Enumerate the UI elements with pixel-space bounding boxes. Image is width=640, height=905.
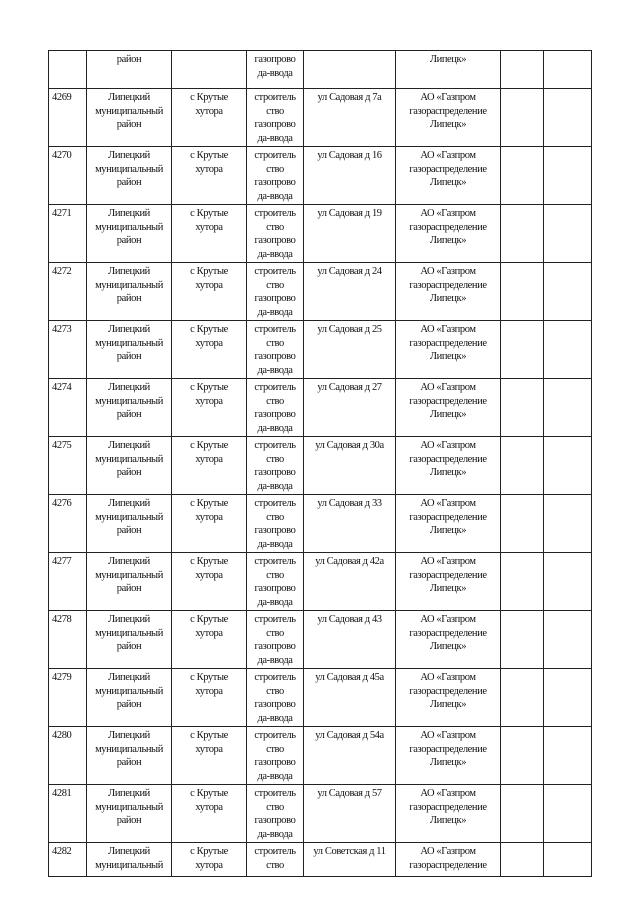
- cell-locality: [172, 51, 247, 89]
- cell-extra-2: [544, 785, 592, 843]
- cell-extra-2: [544, 263, 592, 321]
- cell-work: строитель ство газопрово да-ввода: [247, 785, 304, 843]
- cell-number: 4279: [49, 669, 87, 727]
- cell-extra-1: [501, 321, 544, 379]
- cell-address: ул Советская д 11: [304, 843, 396, 877]
- cell-extra-2: [544, 611, 592, 669]
- cell-address: ул Садовая д 33: [304, 495, 396, 553]
- cell-address: ул Садовая д 25: [304, 321, 396, 379]
- cell-locality: с Крутые хутора: [172, 147, 247, 205]
- cell-extra-1: [501, 147, 544, 205]
- cell-work: строитель ство газопрово да-ввода: [247, 263, 304, 321]
- cell-district: Липецкий муниципальный район: [87, 147, 172, 205]
- cell-organization: АО «Газпром газораспределение Липецк»: [396, 611, 501, 669]
- cell-organization: АО «Газпром газораспределение Липецк»: [396, 727, 501, 785]
- cell-extra-1: [501, 495, 544, 553]
- cell-address: ул Садовая д 54а: [304, 727, 396, 785]
- cell-extra-1: [501, 843, 544, 877]
- cell-extra-2: [544, 89, 592, 147]
- cell-locality: с Крутые хутора: [172, 263, 247, 321]
- cell-extra-1: [501, 205, 544, 263]
- cell-locality: с Крутые хутора: [172, 785, 247, 843]
- cell-district: Липецкий муниципальный район: [87, 379, 172, 437]
- cell-district: Липецкий муниципальный район: [87, 89, 172, 147]
- cell-address: ул Садовая д 30а: [304, 437, 396, 495]
- cell-work: строитель ство газопрово да-ввода: [247, 147, 304, 205]
- cell-organization: АО «Газпром газораспределение Липецк»: [396, 379, 501, 437]
- cell-number: 4281: [49, 785, 87, 843]
- table-row: [49, 785, 592, 843]
- table-row: [49, 379, 592, 437]
- cell-address: ул Садовая д 42а: [304, 553, 396, 611]
- cell-locality: с Крутые хутора: [172, 321, 247, 379]
- cell-number: 4270: [49, 147, 87, 205]
- cell-number: [49, 51, 87, 89]
- cell-locality: с Крутые хутора: [172, 843, 247, 877]
- cell-organization: АО «Газпром газораспределение Липецк»: [396, 437, 501, 495]
- cell-district: Липецкий муниципальный район: [87, 263, 172, 321]
- table-row: [49, 437, 592, 495]
- cell-district: Липецкий муниципальный район: [87, 205, 172, 263]
- cell-locality: с Крутые хутора: [172, 379, 247, 437]
- cell-extra-1: [501, 553, 544, 611]
- cell-organization: АО «Газпром газораспределение: [396, 843, 501, 877]
- cell-number: 4272: [49, 263, 87, 321]
- cell-extra-1: [501, 437, 544, 495]
- cell-number: 4273: [49, 321, 87, 379]
- cell-locality: с Крутые хутора: [172, 495, 247, 553]
- cell-work: строитель ство газопрово да-ввода: [247, 495, 304, 553]
- cell-organization: АО «Газпром газораспределение Липецк»: [396, 147, 501, 205]
- table-row: [49, 727, 592, 785]
- cell-address: ул Садовая д 16: [304, 147, 396, 205]
- cell-extra-2: [544, 379, 592, 437]
- cell-extra-2: [544, 669, 592, 727]
- cell-locality: с Крутые хутора: [172, 89, 247, 147]
- cell-extra-1: [501, 263, 544, 321]
- cell-extra-1: [501, 669, 544, 727]
- cell-extra-2: [544, 553, 592, 611]
- cell-extra-2: [544, 495, 592, 553]
- cell-district: Липецкий муниципальный район: [87, 553, 172, 611]
- cell-work: строитель ство газопрово да-ввода: [247, 669, 304, 727]
- cell-number: 4276: [49, 495, 87, 553]
- cell-number: 4277: [49, 553, 87, 611]
- cell-district: Липецкий муниципальный район: [87, 321, 172, 379]
- cell-work: газопрово да-ввода: [247, 51, 304, 89]
- table-row: [49, 553, 592, 611]
- table-row: [49, 611, 592, 669]
- cell-locality: с Крутые хутора: [172, 727, 247, 785]
- cell-number: 4274: [49, 379, 87, 437]
- cell-number: 4269: [49, 89, 87, 147]
- table-row: [49, 89, 592, 147]
- cell-district: Липецкий муниципальный район: [87, 437, 172, 495]
- cell-extra-2: [544, 205, 592, 263]
- cell-extra-1: [501, 379, 544, 437]
- cell-locality: с Крутые хутора: [172, 437, 247, 495]
- cell-extra-1: [501, 611, 544, 669]
- cell-work: строитель ство: [247, 843, 304, 877]
- cell-number: 4282: [49, 843, 87, 877]
- cell-organization: АО «Газпром газораспределение Липецк»: [396, 669, 501, 727]
- cell-organization: АО «Газпром газораспределение Липецк»: [396, 205, 501, 263]
- table-row: [49, 205, 592, 263]
- cell-address: ул Садовая д 27: [304, 379, 396, 437]
- cell-organization: АО «Газпром газораспределение Липецк»: [396, 321, 501, 379]
- cell-work: строитель ство газопрово да-ввода: [247, 437, 304, 495]
- cell-district: Липецкий муниципальный район: [87, 611, 172, 669]
- cell-district: Липецкий муниципальный: [87, 843, 172, 877]
- cell-extra-2: [544, 51, 592, 89]
- cell-extra-1: [501, 51, 544, 89]
- cell-organization: АО «Газпром газораспределение Липецк»: [396, 785, 501, 843]
- cell-work: строитель ство газопрово да-ввода: [247, 379, 304, 437]
- cell-extra-1: [501, 727, 544, 785]
- cell-address: [304, 51, 396, 89]
- cell-address: ул Садовая д 45а: [304, 669, 396, 727]
- table-row: [49, 321, 592, 379]
- cell-extra-2: [544, 437, 592, 495]
- cell-address: ул Садовая д 7а: [304, 89, 396, 147]
- cell-organization: АО «Газпром газораспределение Липецк»: [396, 89, 501, 147]
- table-row: [49, 263, 592, 321]
- table-row: [49, 147, 592, 205]
- document-table: [48, 50, 592, 877]
- cell-extra-2: [544, 147, 592, 205]
- cell-organization: АО «Газпром газораспределение Липецк»: [396, 553, 501, 611]
- cell-work: строитель ство газопрово да-ввода: [247, 727, 304, 785]
- cell-locality: с Крутые хутора: [172, 669, 247, 727]
- cell-extra-2: [544, 727, 592, 785]
- cell-extra-1: [501, 89, 544, 147]
- cell-locality: с Крутые хутора: [172, 611, 247, 669]
- cell-work: строитель ство газопрово да-ввода: [247, 321, 304, 379]
- cell-extra-2: [544, 843, 592, 877]
- cell-address: ул Садовая д 43: [304, 611, 396, 669]
- cell-locality: с Крутые хутора: [172, 205, 247, 263]
- cell-number: 4280: [49, 727, 87, 785]
- cell-locality: с Крутые хутора: [172, 553, 247, 611]
- cell-organization: АО «Газпром газораспределение Липецк»: [396, 263, 501, 321]
- cell-extra-1: [501, 785, 544, 843]
- cell-work: строитель ство газопрово да-ввода: [247, 89, 304, 147]
- cell-organization: Липецк»: [396, 51, 501, 89]
- table-row: [49, 669, 592, 727]
- cell-number: 4271: [49, 205, 87, 263]
- cell-district: Липецкий муниципальный район: [87, 495, 172, 553]
- cell-number: 4278: [49, 611, 87, 669]
- cell-district: Липецкий муниципальный район: [87, 785, 172, 843]
- table-row-continued: [49, 51, 592, 89]
- cell-work: строитель ство газопрово да-ввода: [247, 553, 304, 611]
- cell-work: строитель ство газопрово да-ввода: [247, 205, 304, 263]
- cell-district: Липецкий муниципальный район: [87, 669, 172, 727]
- cell-address: ул Садовая д 57: [304, 785, 396, 843]
- cell-district: Липецкий муниципальный район: [87, 727, 172, 785]
- cell-number: 4275: [49, 437, 87, 495]
- cell-organization: АО «Газпром газораспределение Липецк»: [396, 495, 501, 553]
- table-row: [49, 495, 592, 553]
- cell-address: ул Садовая д 19: [304, 205, 396, 263]
- cell-extra-2: [544, 321, 592, 379]
- cell-work: строитель ство газопрово да-ввода: [247, 611, 304, 669]
- cell-address: ул Садовая д 24: [304, 263, 396, 321]
- cell-district: район: [87, 51, 172, 89]
- table-row-last: [49, 843, 592, 877]
